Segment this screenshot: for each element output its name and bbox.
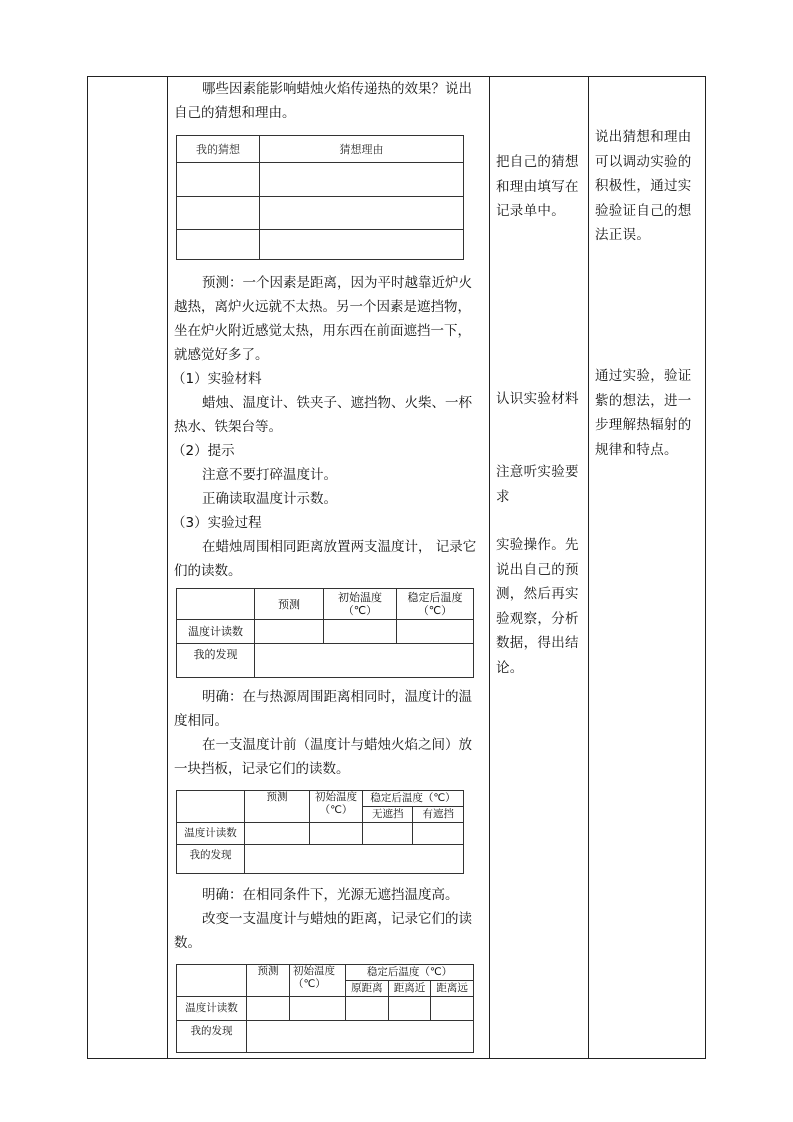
- table-row: [177, 163, 464, 197]
- original-distance-cell[interactable]: [346, 997, 389, 1021]
- header-stable-temp: 稳定后温度（℃）: [363, 791, 464, 807]
- process-text: 在蜡烛周围相同距离放置两支温度计， 记录它们的读数。: [174, 539, 477, 579]
- shield-instruction: 在一支温度计前（温度计与蜡烛火焰之间）放一块挡板，记录它们的读数。: [174, 737, 472, 777]
- lesson-table: [87, 76, 706, 1059]
- header-original-distance: 原距离: [346, 981, 389, 997]
- conclusion-2: 明确：在相同条件下，光源无遮挡温度高。: [202, 887, 459, 903]
- prediction-cell[interactable]: [247, 997, 290, 1021]
- materials-text: 蜡烛、温度计、铁夹子、遮挡物、火柴、一杯热水、铁架台等。: [174, 395, 472, 435]
- activity-materials: 认识实验材料: [496, 391, 579, 407]
- reason-cell[interactable]: [260, 230, 464, 260]
- student-activity-column: [491, 77, 589, 1058]
- row-label-reading: 温度计读数: [177, 997, 247, 1021]
- reason-cell[interactable]: [260, 197, 464, 230]
- table-row: [177, 230, 464, 260]
- prediction-cell[interactable]: [255, 620, 324, 644]
- initial-temp-cell[interactable]: [324, 620, 397, 644]
- teaching-content-column: [168, 77, 490, 1058]
- findings-cell[interactable]: [245, 845, 464, 874]
- header-initial-temp: 初始温度（℃）: [324, 589, 397, 620]
- guess-table: [176, 135, 464, 260]
- intent-motivation: 说出猜想和理由可以调动实验的积极性，通过实验验证自己的想法正误。: [595, 129, 692, 243]
- section-process-title: （3）实验过程: [172, 515, 262, 531]
- far-cell[interactable]: [431, 997, 474, 1021]
- guess-cell[interactable]: [177, 163, 260, 197]
- header-no-shield: 无遮挡: [363, 807, 413, 823]
- header-near: 距离近: [388, 981, 431, 997]
- table-row: [177, 823, 464, 845]
- row-label-findings: 我的发现: [177, 644, 255, 678]
- prediction-text: 预测：一个因素是距离，因为平时越靠近炉火越热，离炉火远就不太热。另一个因素是遮挡物，坐在炉火附近感觉太热，用东西在前面遮挡一下，就感觉好多了。: [174, 275, 472, 363]
- guess-cell[interactable]: [177, 230, 260, 260]
- initial-temp-cell[interactable]: [310, 823, 363, 845]
- table-row: [177, 997, 474, 1021]
- activity-fill-record: 把自己的猜想和理由填写在记录单中。: [496, 154, 579, 219]
- distance-table: [176, 964, 474, 1053]
- header-with-shield: 有遮挡: [413, 807, 464, 823]
- row-label-findings: 我的发现: [177, 845, 245, 874]
- reason-cell[interactable]: [260, 163, 464, 197]
- equal-distance-table: [176, 588, 474, 678]
- with-shield-cell[interactable]: [413, 823, 464, 845]
- header-my-guess: 我的猜想: [177, 136, 260, 163]
- activity-experiment: 实验操作。先说出自己的预测，然后再实验观察，分析数据，得出结论。: [496, 537, 579, 676]
- header-far: 距离远: [431, 981, 474, 997]
- header-initial-temp: 初始温度（℃）: [310, 791, 363, 823]
- row-label-reading: 温度计读数: [177, 620, 255, 644]
- intent-verification: 通过实验，验证紫的想法，进一步理解热辐射的规律和特点。: [595, 368, 692, 458]
- table-row: [177, 197, 464, 230]
- table-row: [177, 644, 474, 678]
- section-tips-title: （2）提示: [172, 443, 235, 459]
- header-prediction: 预测: [255, 589, 324, 620]
- shield-table: [176, 790, 464, 874]
- table-row: [177, 845, 464, 874]
- header-initial-temp: 初始温度（℃）: [290, 965, 346, 997]
- table-row: [177, 620, 474, 644]
- distance-instruction: 改变一支温度计与蜡烛的距离，记录它们的读数。: [174, 911, 472, 951]
- table-row: [177, 1021, 474, 1053]
- findings-cell[interactable]: [247, 1021, 474, 1053]
- activity-listen: 注意听实验要求: [496, 464, 579, 505]
- initial-temp-cell[interactable]: [290, 997, 346, 1021]
- section-materials-title: （1）实验材料: [172, 371, 262, 387]
- header-prediction: 预测: [245, 791, 310, 823]
- guess-question: 哪些因素能影响蜡烛火焰传递热的效果？说出自己的猜想和理由。: [174, 81, 472, 121]
- conclusion-1: 明确：在与热源周围距离相同时，温度计的温度相同。: [174, 689, 472, 729]
- header-stable-temp: 稳定后温度（℃）: [346, 965, 474, 981]
- row-label-reading: 温度计读数: [177, 823, 245, 845]
- prediction-cell[interactable]: [245, 823, 310, 845]
- findings-cell[interactable]: [255, 644, 474, 678]
- tip-line-1: 注意不要打碎温度计。: [202, 467, 337, 483]
- no-shield-cell[interactable]: [363, 823, 413, 845]
- design-intent-column: [589, 77, 706, 1058]
- header-prediction: 预测: [247, 965, 290, 997]
- guess-cell[interactable]: [177, 197, 260, 230]
- row-label-findings: 我的发现: [177, 1021, 247, 1053]
- header-stable-temp: 稳定后温度（℃）: [397, 589, 474, 620]
- near-cell[interactable]: [388, 997, 431, 1021]
- stable-temp-cell[interactable]: [397, 620, 474, 644]
- header-guess-reason: 猜想理由: [260, 136, 464, 163]
- tip-line-2: 正确读取温度计示数。: [202, 491, 337, 507]
